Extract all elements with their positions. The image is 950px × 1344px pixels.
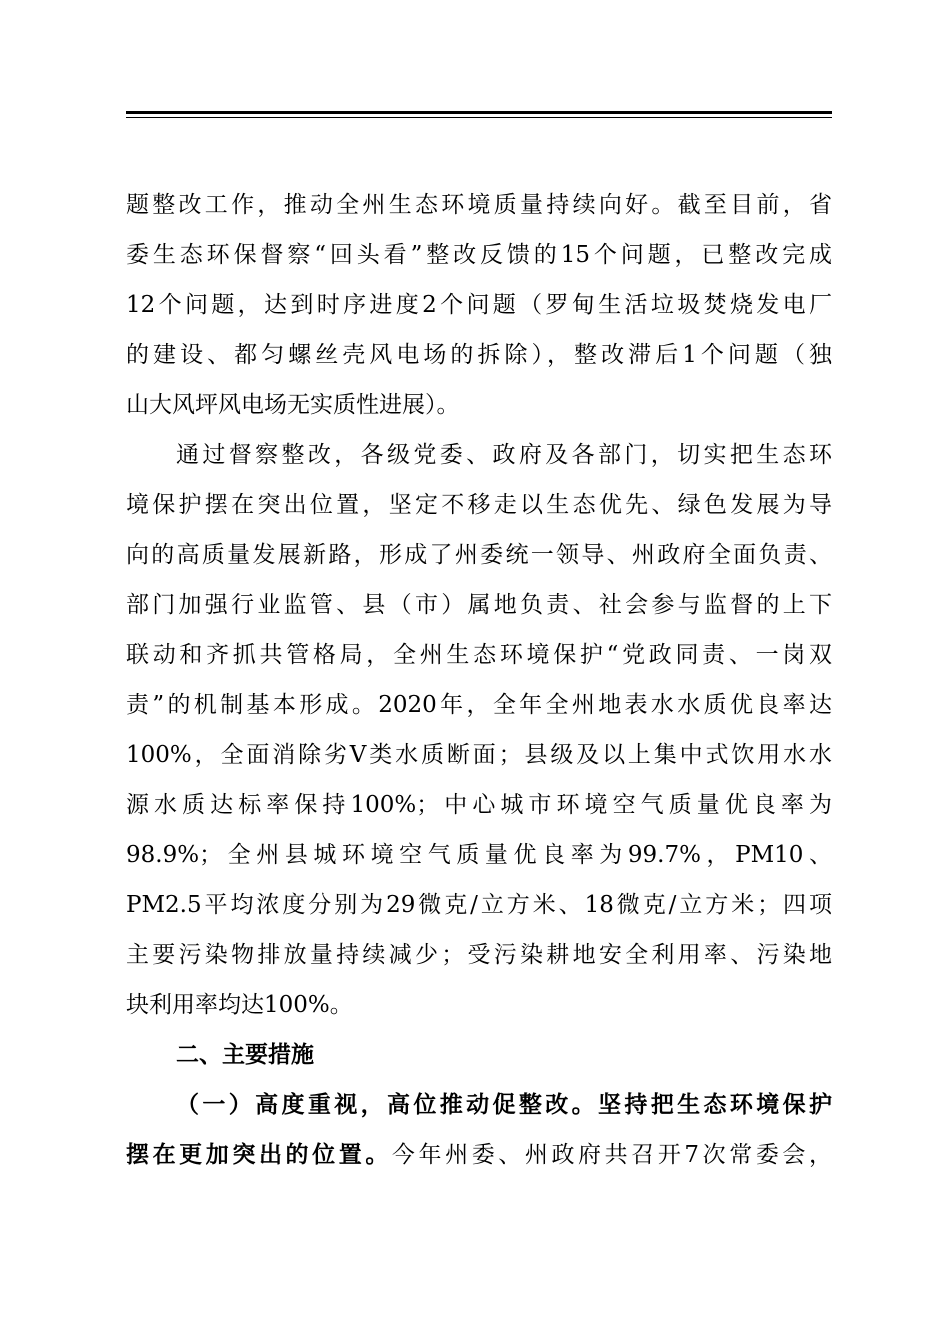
paragraph-line: 境保护摆在突出位置，坚定不移走以生态优先、绿色发展为导: [126, 492, 832, 518]
paragraph-line: 主要污染物排放量持续减少；受污染耕地安全利用率、污染地: [126, 942, 832, 968]
paragraph-line: 向的高质量发展新路，形成了州委统一领导、州政府全面负责、: [126, 542, 832, 568]
paragraph-line: 源水质达标率保持100%；中心城市环境空气质量优良率为: [126, 792, 832, 818]
paragraph-line: 部门加强行业监管、县（市）属地负责、社会参与监督的上下: [126, 592, 832, 618]
paragraph-line: 山大风坪风电场无实质性进展）。: [126, 392, 460, 418]
paragraph-line: PM2.5平均浓度分别为29微克/立方米、18微克/立方米；四项: [126, 892, 832, 918]
paragraph-line: 责”的机制基本形成。2020年，全年全州地表水水质优良率达: [126, 692, 832, 718]
subsection-heading: （一）高度重视，高位推动促整改。坚持把生态环境保护: [176, 1091, 832, 1118]
paragraph-line: 100%，全面消除劣Ⅴ类水质断面；县级及以上集中式饮用水水: [126, 742, 832, 768]
paragraph-line: 委生态环保督察“回头看”整改反馈的15个问题，已整改完成: [126, 242, 832, 268]
paragraph-line: 通过督察整改，各级党委、政府及各部门，切实把生态环: [176, 442, 832, 468]
document-body: [126, 180, 832, 1180]
paragraph-line: 块利用率均达100%。: [126, 992, 353, 1018]
paragraph-line: 联动和齐抓共管格局，全州生态环境保护“党政同责、一岗双: [126, 642, 832, 668]
section-heading: 二、主要措施: [176, 1041, 314, 1068]
paragraph-text: 今年州委、州政府共召开7次常委会，: [391, 1142, 833, 1168]
subsection-heading-continuation: 摆在更加突出的位置。: [126, 1141, 392, 1168]
paragraph-line: [126, 1130, 832, 1180]
header-rule-thin: [126, 117, 832, 118]
header-rule-thick: [126, 111, 832, 114]
paragraph-line: 的建设、都匀螺丝壳风电场的拆除），整改滞后1个问题（独: [126, 342, 832, 368]
paragraph-line: 12个问题，达到时序进度2个问题（罗甸生活垃圾焚烧发电厂: [126, 292, 832, 318]
paragraph-line: 98.9%；全州县城环境空气质量优良率为99.7%，PM10、: [126, 842, 832, 868]
paragraph-line: 题整改工作，推动全州生态环境质量持续向好。截至目前，省: [126, 192, 832, 218]
